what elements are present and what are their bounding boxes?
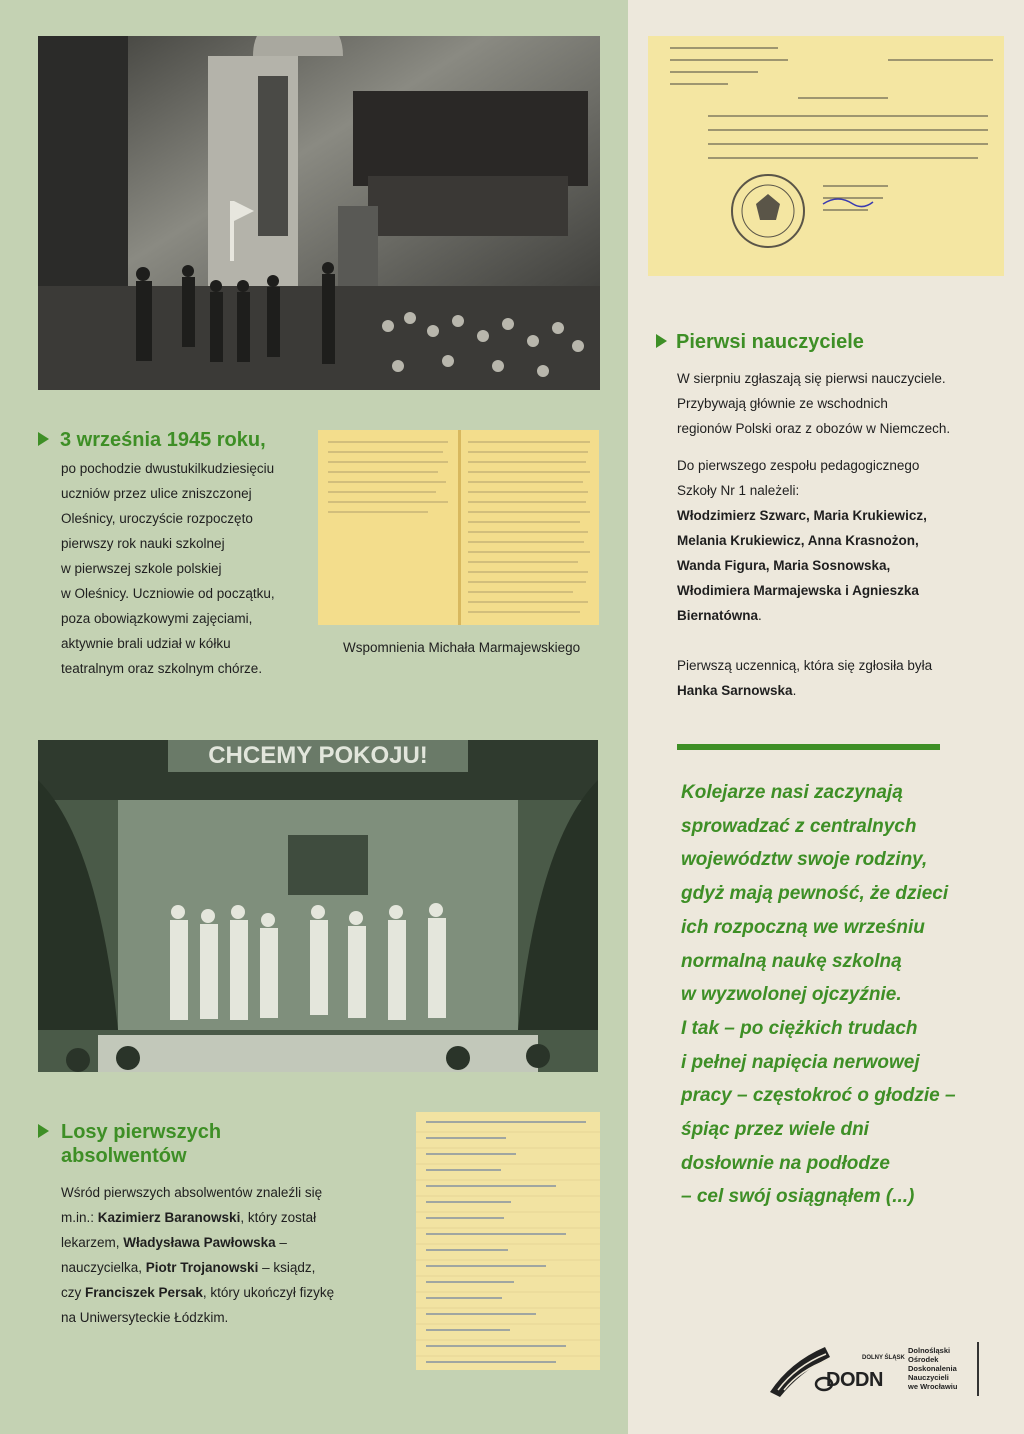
teacher-names-line: Włodzimierz Szwarc, Maria Krukiewicz,	[677, 508, 927, 523]
quote-line: i pełnej napięcia nerwowej	[681, 1051, 920, 1073]
section-body-teachers: W sierpniu zgłaszają się pierwsi nauczyciele. Przybywają głównie ze wschodnich regionów Polski oraz z obozów w Niemczech. Do pierwszego zespołu pedagogicznego Szkoły Nr 1 należeli: Włodzimierz Szwarc, Maria Krukiewicz, Melania Krukiewicz, Anna Krasnożon, Wanda Figura, Maria Sosnowska, Włodimiera Marmajewska i Agnieszka Biernatówna. Pierwszą uczennicą, która się zgłosiła była Hanka Sarnowska.	[677, 366, 997, 703]
text-line: W sierpniu zgłaszają się pierwsi nauczyciele.	[677, 371, 946, 386]
quote-block	[681, 776, 981, 1214]
church-photo	[38, 36, 600, 390]
first-student-name: Hanka Sarnowska	[677, 683, 793, 698]
text-line: Szkoły Nr 1 należeli:	[677, 483, 800, 498]
quote-line: województw swoje rodziny,	[681, 849, 928, 871]
text-line: Wśród pierwszych absolwentów znaleźli się	[61, 1185, 323, 1200]
heading-line: Losy pierwszych	[61, 1121, 222, 1143]
text-line: nauczycielka, Piotr Trojanowski – ksiądz,	[61, 1260, 316, 1275]
section-heading-date: 3 września 1945 roku,	[60, 429, 266, 451]
stage-performance-photo	[38, 740, 598, 1072]
quote-line: – cel swój osiągnąłem (...)	[681, 1186, 915, 1208]
quote-line: I tak – po ciężkich trudach	[681, 1017, 918, 1039]
bullet-arrow-icon	[656, 334, 667, 348]
teacher-names-line: Melania Krukiewicz, Anna Krasnożon,	[677, 533, 919, 548]
teacher-names-line: Wanda Figura, Maria Sosnowska,	[677, 558, 891, 573]
memoir-manuscript-image	[318, 430, 599, 625]
section-heading-graduates	[61, 1120, 221, 1168]
logo-separator	[977, 1342, 979, 1396]
section-heading-teachers: Pierwsi nauczyciele	[676, 331, 864, 353]
bullet-arrow-icon	[38, 1124, 49, 1138]
text-line: regionów Polski oraz z obozów w Niemczech.	[677, 421, 951, 436]
text-line: Przybywają głównie ze wschodnich	[677, 396, 888, 411]
quote-line: w wyzwolonej ojczyźnie.	[681, 984, 902, 1006]
quote-line: gdyż mają pewność, że dzieci	[681, 883, 949, 905]
divider-rule	[677, 744, 940, 750]
text-line: w Oleśnicy. Uczniowie od początku,	[61, 586, 275, 601]
text-line: pierwszy rok nauki szkolnej	[61, 536, 225, 551]
text-line: na Uniwersyteckie Łódzkim.	[61, 1310, 229, 1325]
section-body-first-day	[61, 456, 311, 681]
quote-line: dosłownie na podłodze	[681, 1152, 890, 1174]
bullet-arrow-icon	[38, 432, 49, 446]
text-line: uczniów przez ulice zniszczonej	[61, 486, 252, 501]
memoir-caption: Wspomnienia Michała Marmajewskiego	[343, 640, 581, 655]
text-line: po pochodzie dwustukilkudziesięciu	[61, 461, 275, 476]
quote-line: normalną naukę szkolną	[681, 950, 902, 972]
text-line: teatralnym oraz szkolnym chórze.	[61, 661, 263, 676]
quote-line: pracy – częstokroć o głodzie –	[681, 1085, 956, 1107]
institution-name: Dolnośląski Ośrodek Doskonalenia Nauczycieli we Wrocławiu	[908, 1346, 958, 1391]
dolny-slask-mark: DOLNY ŚLĄSK	[862, 1355, 905, 1361]
stage-banner-text: CHCEMY POKOJU!	[208, 742, 428, 769]
text-line: aktywnie brali udział w kółku	[61, 636, 231, 651]
heading-line: absolwentów	[61, 1145, 187, 1167]
appointment-certificate-image	[648, 36, 1004, 276]
text-line: Do pierwszego zespołu pedagogicznego	[677, 458, 920, 473]
section-body-graduates	[61, 1180, 391, 1330]
text-line: czy Franciszek Persak, który ukończył fizykę	[61, 1285, 335, 1300]
teacher-names-line: Włodimiera Marmajewska i Agnieszka	[677, 583, 919, 598]
teacher-names-line: Biernatówna	[677, 608, 759, 623]
dodn-wordmark: DODN	[826, 1369, 883, 1391]
quote-line: śpiąc przez wiele dni	[681, 1119, 869, 1141]
quote-line: ich rozpoczną we wrześniu	[681, 916, 925, 938]
graduates-list-image	[416, 1112, 600, 1370]
text-line: Pierwszą uczennicą, która się zgłosiła była	[677, 658, 933, 673]
quote-line: Kolejarze nasi zaczynają	[681, 782, 903, 803]
text-line: lekarzem, Władysława Pawłowska –	[61, 1235, 287, 1250]
text-line: m.in.: Kazimierz Baranowski, który został	[61, 1210, 317, 1225]
text-line: Oleśnicy, uroczyście rozpoczęto	[61, 511, 253, 526]
quote-line: sprowadzać z centralnych	[681, 815, 917, 837]
text-line: poza obowiązkowymi zajęciami,	[61, 611, 253, 626]
text-line: w pierwszej szkole polskiej	[61, 561, 222, 576]
